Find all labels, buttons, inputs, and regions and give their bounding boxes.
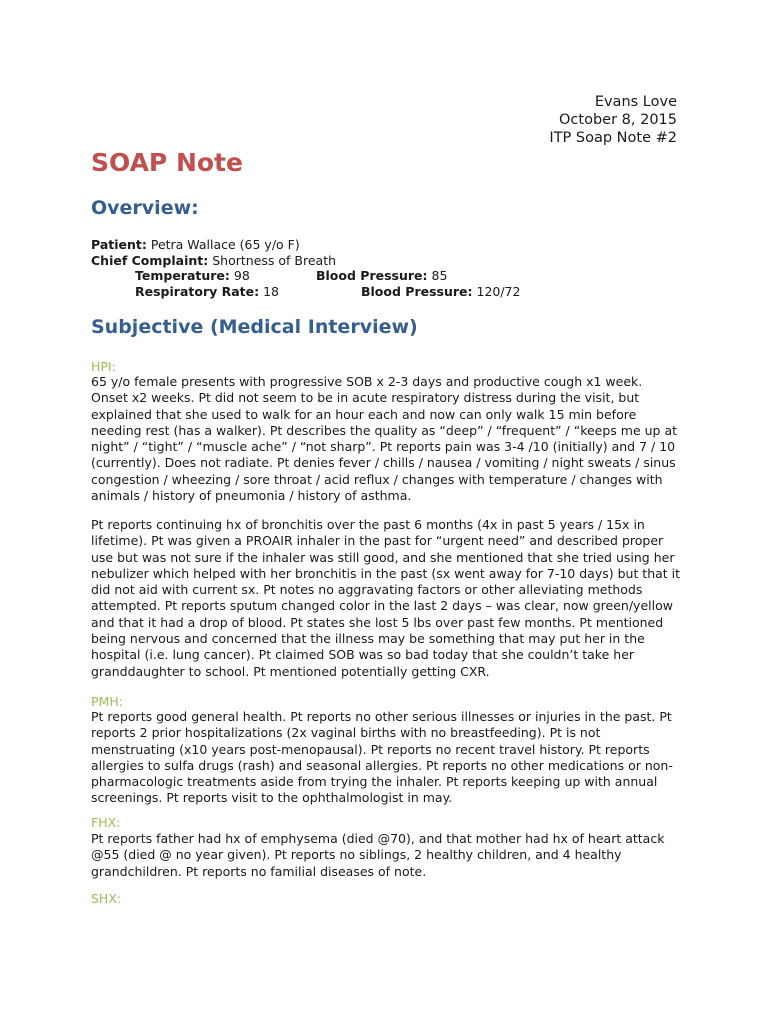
hpi-paragraph-1: 65 y/o female presents with progressive SOB x 2-3 days and productive cough x1 week. Onset x2 weeks. Pt did not seem to be in acute respiratory distress during the visit, but explained that she used to walk for an hour each and now can only walk 15 min before needing rest (has a walker). Pt describes the quality as “deep” / “frequent” / “keeps me up at night” / “tight” / “muscle ache” / “not sharp”. Pt reports pain was 3-4 /10 (initially) and 7 / 10 (currently). Does not radiate. Pt denies fever / chills / nausea / vomiting / night sweats / sinus congestion / wheezing / sore throat / acid reflux / changes with temperature / changes with animals / history of pneumonia / history of asthma. <box>91 374 678 504</box>
complaint-row <box>91 253 691 269</box>
fhx-paragraph: Pt reports father had hx of emphysema (died @70), and that mother had hx of heart attack @55 (died @ no year given). Pt reports no siblings, 2 healthy children, and 4 healthy grandchildren. Pt reports no familial diseases of note. <box>91 831 665 879</box>
complaint-value: Shortness of Breath <box>208 252 337 268</box>
bp1-label: Blood Pressure: <box>316 268 428 283</box>
bp2-label: Blood Pressure: <box>361 283 473 299</box>
subjective-heading: Subjective (Medical Interview) <box>91 316 418 338</box>
document-id: ITP Soap Note #2 <box>549 130 677 146</box>
fhx-heading: FHX: <box>91 815 121 830</box>
rr-value: 18 <box>259 283 280 299</box>
pmh-heading: PMH: <box>91 694 123 709</box>
author-name: Evans Love <box>594 94 677 110</box>
rr-label: Respiratory Rate: <box>135 283 260 299</box>
patient-value: Petra Wallace (65 y/o F) <box>146 237 300 252</box>
page-title: SOAP Note <box>91 148 243 177</box>
hpi-heading: HPI: <box>91 359 116 374</box>
pmh-paragraph: Pt reports good general health. Pt reports no other serious illnesses or injuries in the past. Pt reports 2 prior hospitalizations (2x vaginal births with no breastfeeding). Pt is not menstruating (x10 years post-menopausal). Pt reports no recent travel history. Pt reports allergies to sulfa drugs (rash) and seasonal allergies. Pt reports no other medications or non-pharmacologic treatments aside from trying the inhaler. Pt reports keeping up with annual screenings. Pt reports visit to the ophthalmologist in may. <box>91 709 673 806</box>
shx-heading: SHX: <box>91 891 122 906</box>
temperature-label: Temperature: <box>135 268 230 283</box>
complaint-label: Chief Complaint: <box>91 252 209 268</box>
bp1-value: 85 <box>427 268 448 283</box>
patient-row <box>91 237 691 253</box>
respiratory-rate <box>135 284 279 300</box>
vitals-row-2 <box>91 284 691 300</box>
patient-label: Patient: <box>91 237 147 252</box>
temperature <box>135 268 250 284</box>
bp2-value: 120/72 <box>472 283 521 299</box>
vitals-row-1 <box>91 268 691 284</box>
blood-pressure-1 <box>316 268 447 284</box>
blood-pressure-2 <box>361 284 520 300</box>
document-date: October 8, 2015 <box>559 112 677 128</box>
patient-info <box>91 237 691 299</box>
temperature-value: 98 <box>229 268 250 283</box>
hpi-paragraph-2: Pt reports continuing hx of bronchitis over the past 6 months (4x in past 5 years / 15x in lifetime). Pt was given a PROAIR inhaler in the past for “urgent need” and described proper use but was not sure if the inhaler was still good, and she mentioned that she tried using her nebulizer which helped with her bronchitis in the past (sx went away for 7-10 days) but that it did not aid with current sx. Pt notes no aggravating factors or other alleviating methods attempted. Pt reports sputum changed color in the last 2 days – was clear, now green/yellow and that it had a drop of blood. Pt states she lost 5 lbs over past few months. Pt mentioned being nervous and concerned that the illness may be something that may put her in the hospital (i.e. lung cancer). Pt claimed SOB was so bad today that she couldn’t take her granddaughter to school. Pt mentioned potentially getting CXR. <box>91 517 681 679</box>
document-header <box>549 93 677 147</box>
overview-heading: Overview: <box>91 197 199 219</box>
